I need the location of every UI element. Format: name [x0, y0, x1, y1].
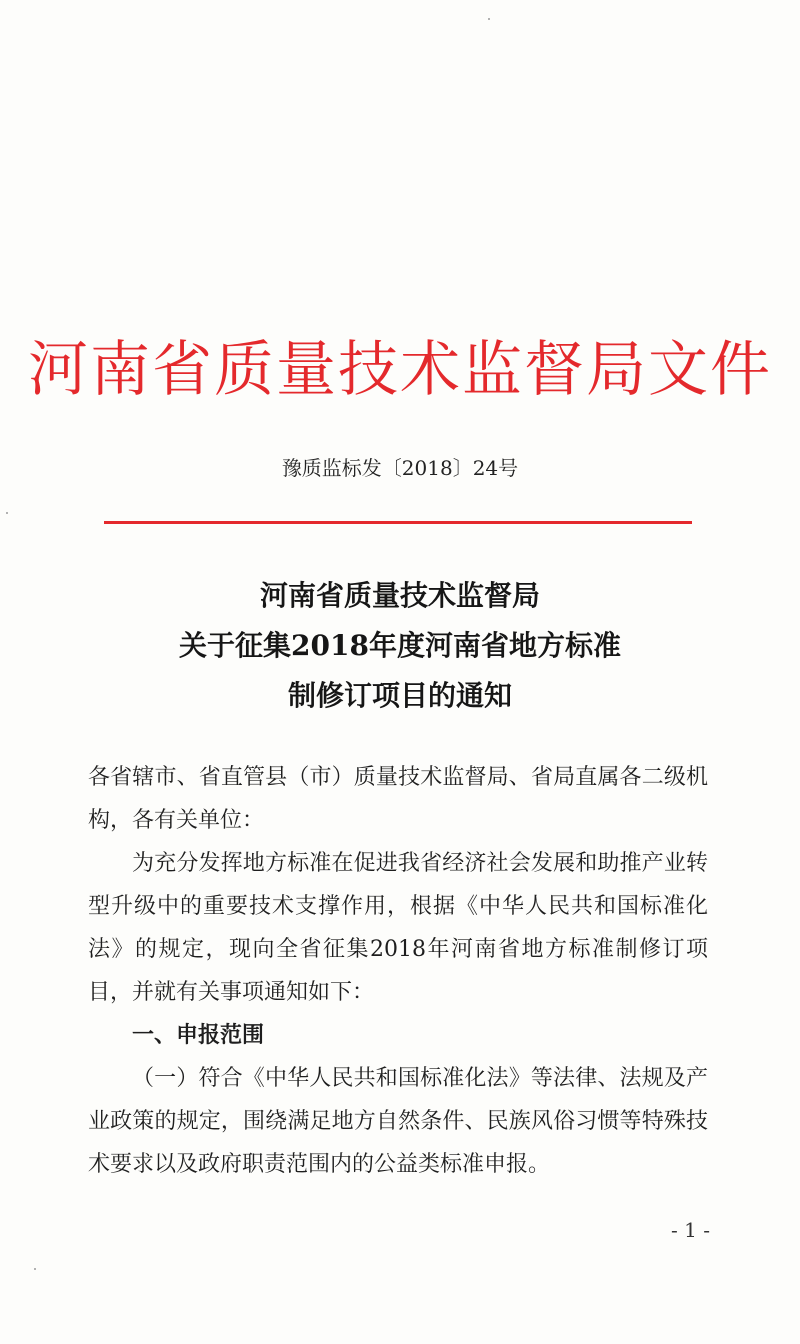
document-number: 豫质监标发〔2018〕24号	[281, 456, 519, 480]
title-line-2: 关于征集2018年度河南省地方标准	[179, 629, 621, 662]
red-divider-line	[104, 521, 692, 524]
issuer-header: 河南省质量技术监督局文件	[28, 335, 772, 405]
scan-speck	[34, 1268, 36, 1270]
intro-paragraph: 为充分发挥地方标准在促进我省经济社会发展和助推产业转型升级中的重要技术支撑作用，根据《中华人民共和国标准化法》的规定，现向全省征集2018年河南省地方标准制修订项目，并就有关事项通知如下：	[88, 851, 708, 1005]
scan-speck	[6, 512, 8, 514]
notice-body	[88, 756, 708, 1186]
section-heading-scope: 一、申报范围	[132, 1023, 265, 1048]
title-line-1: 河南省质量技术监督局	[259, 579, 540, 612]
scan-speck	[488, 18, 490, 20]
title-line-3: 制修订项目的通知	[287, 679, 512, 712]
page-number: - 1 -	[671, 1218, 710, 1242]
notice-title	[0, 571, 800, 721]
addressee-paragraph: 各省辖市、省直管县（市）质量技术监督局、省局直属各二级机构，各有关单位：	[88, 765, 708, 833]
scope-item-1-paragraph: （一）符合《中华人民共和国标准化法》等法律、法规及产业政策的规定，围绕满足地方自然条件、民族风俗习惯等特殊技术要求以及政府职责范围内的公益类标准申报。	[88, 1066, 708, 1177]
